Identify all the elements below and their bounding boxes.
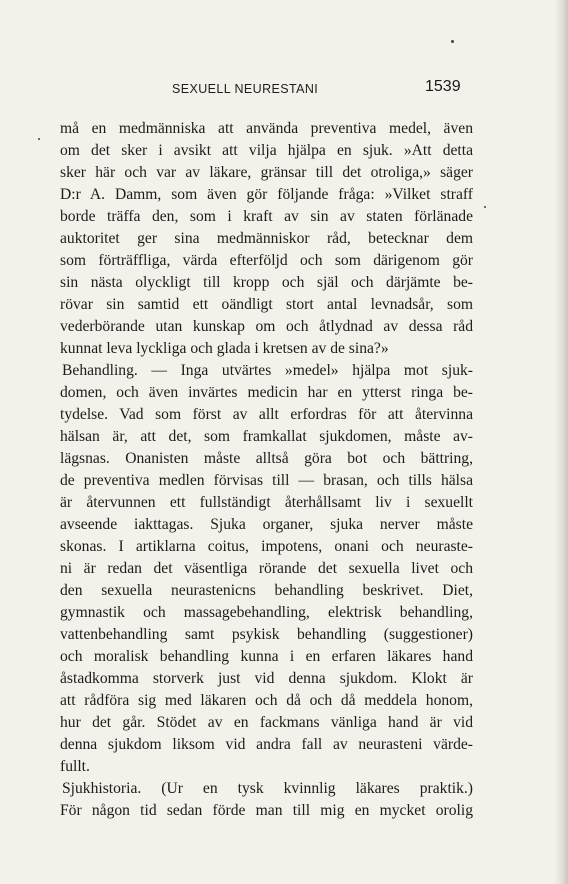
text-line: fullt. xyxy=(60,758,90,775)
text-line: gymnastik och massagebehandling, elektrisk behandling, xyxy=(60,604,473,621)
page-edge-shadow xyxy=(554,0,568,884)
page-number: 1539 xyxy=(425,78,461,95)
text-line: sin nästa olyckligt till kropp och själ och därjämte be- xyxy=(60,274,473,291)
text-line: den sexuella neurastenicns behandling beskrivet. Diet, xyxy=(60,582,473,599)
page-header xyxy=(0,78,568,102)
text-line: de preventiva medlen förvisas till — brasan, och tills hälsa xyxy=(60,472,473,489)
text-line: hur det går. Stödet av en fackmans vänliga hand är vid xyxy=(60,714,473,731)
running-head: SEXUELL NEURESTANI xyxy=(172,82,319,96)
text-line: som förträffliga, värda efterföljd och som därigenom gör xyxy=(60,252,473,269)
text-line: vederbörande utan kunskap om och åtlydnad av dessa råd xyxy=(60,318,473,335)
print-speck xyxy=(38,138,40,140)
text-line: vattenbehandling samt psykisk behandling (suggestioner) xyxy=(60,626,473,643)
text-line: auktoritet ger sina medmänniskor råd, betecknar dem xyxy=(60,230,473,247)
text-line: lägsnas. Onanisten måste alltså göra bot och bättring, xyxy=(60,450,473,467)
text-line: om det sker i avsikt att vilja hjälpa en sjuk. »Att detta xyxy=(60,142,473,159)
text-line: kunnat leva lyckliga och glada i kretsen av de sina?» xyxy=(60,340,389,357)
text-line: är återvunnen ett fullständigt återhållsamt liv i sexuellt xyxy=(60,494,473,511)
text-line: skonas. I artiklarna coitus, impotens, onani och neuraste- xyxy=(60,538,473,555)
text-line: D:r A. Damm, som även gör följande fråga: »Vilket straff xyxy=(60,186,473,203)
text-line: åstadkomma storverk just vid denna sjukdom. Klokt är xyxy=(60,670,473,687)
text-line: tydelse. Vad som först av allt erfordras för att återvinna xyxy=(60,406,473,423)
text-line: hälsan är, att det, som framkallat sjukdomen, måste av- xyxy=(60,428,473,445)
print-speck xyxy=(484,206,486,208)
text-line: sker här och var av läkare, gränsar till det otroliga,» säger xyxy=(60,164,473,181)
text-line: må en medmänniska att använda preventiva medel, även xyxy=(60,120,473,137)
text-line: att rådföra sig med läkaren och då och då meddela honom, xyxy=(60,692,473,709)
text-line: och moralisk behandling kunna i en erfaren läkares hand xyxy=(60,648,473,665)
text-line: denna sjukdom liksom vid andra fall av neurasteni värde- xyxy=(60,736,473,753)
text-line-section-start: Sjukhistoria. (Ur en tysk kvinnlig läkares praktik.) xyxy=(62,780,473,797)
text-line: avseende iakttagas. Sjuka organer, sjuka nerver måste xyxy=(60,516,473,533)
text-line: rövar sin samtid ett oändligt stort antal levnadsår, som xyxy=(60,296,473,313)
text-line: ni är redan det väsentliga rörande det sexuella livet och xyxy=(60,560,473,577)
text-line: borde träffa den, som i kraft av sin av staten förlänade xyxy=(60,208,473,225)
text-line-section-start: Behandling. — Inga utvärtes »medel» hjälpa mot sjuk- xyxy=(62,362,473,379)
text-line: För någon tid sedan förde man till mig en mycket orolig xyxy=(60,802,473,819)
print-speck xyxy=(451,40,454,43)
text-line: domen, och även invärtes medicin har en ytterst ringa be- xyxy=(60,384,473,401)
